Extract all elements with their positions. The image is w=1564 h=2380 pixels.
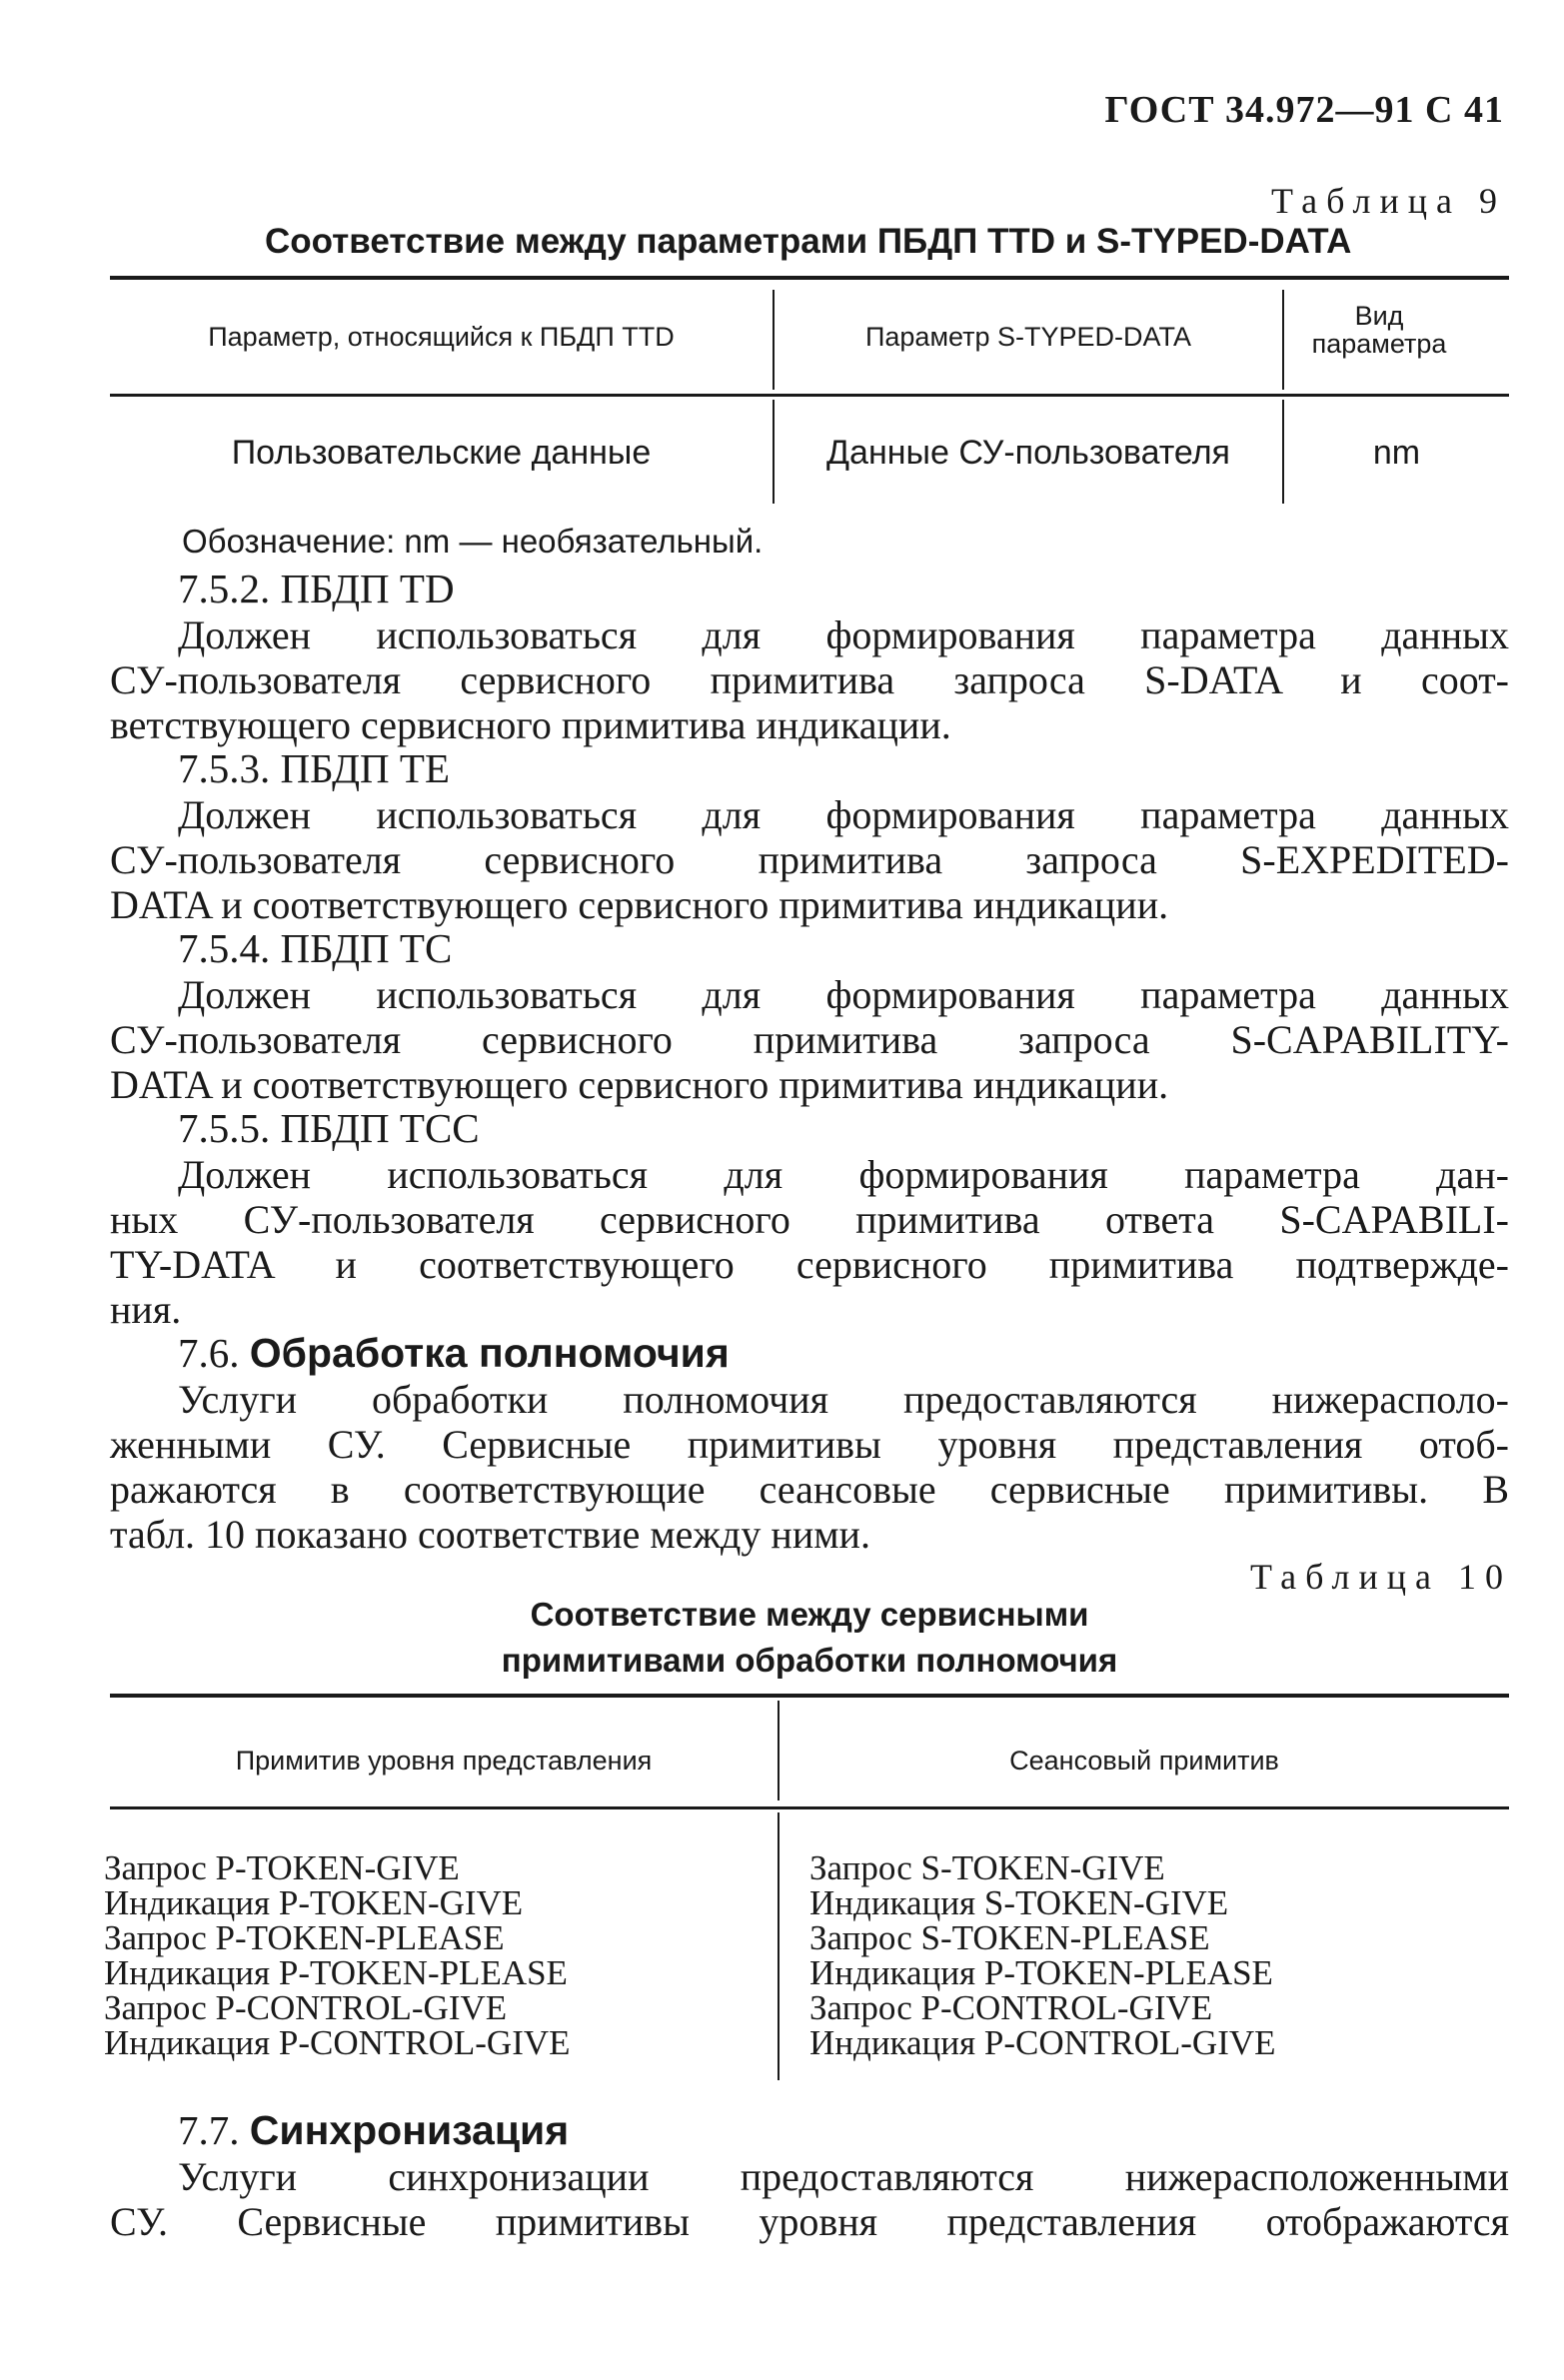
table-10-session-primitives — [809, 1850, 1276, 2060]
table-9-cell-1: Пользовательские данные — [231, 434, 652, 472]
table-10-title-line-2: примитивами обработки полномочия — [501, 1642, 1118, 1679]
section-7-6-heading — [178, 1329, 730, 1377]
table-10-header-col-1: Примитив уровня представления — [235, 1746, 653, 1776]
paragraph-line: СУ. Сервисные примитивы уровня представления отображаются — [110, 2199, 1509, 2244]
list-item: Индикация P-CONTROL-GIVE — [809, 2023, 1276, 2062]
table-9-top-rule — [110, 276, 1509, 280]
paragraph-line: Должен использоваться для формирования параметра данных — [178, 792, 1509, 837]
table-9-cell-2: Данные СУ-пользователя — [826, 434, 1230, 472]
list-item: Индикация P-TOKEN-PLEASE — [809, 1953, 1273, 1992]
list-item: Запрос P-CONTROL-GIVE — [809, 1988, 1213, 2027]
section-7-5-2-text — [110, 612, 1509, 747]
section-number: 7.6. — [178, 1330, 240, 1376]
list-item: Запрос S-TOKEN-PLEASE — [809, 1918, 1210, 1957]
section-number: 7.7. — [178, 2107, 240, 2153]
table-10-title-line-1: Соответствие между сервисными — [530, 1596, 1089, 1633]
table-9-title: Соответствие между параметрами ПБДП TTD и S-TYPED-DATA — [265, 222, 1352, 261]
paragraph-line: ветствующего сервисного примитива индикации. — [110, 702, 951, 747]
table-9-cell-3: nm — [1372, 434, 1421, 472]
paragraph-line: Должен использоваться для формирования параметра дан- — [178, 1152, 1509, 1197]
paragraph-line: табл. 10 показано соответствие между ними. — [110, 1512, 870, 1557]
paragraph-line: СУ-пользователя сервисного примитива запроса S-DATA и соот- — [110, 657, 1509, 702]
section-7-7-text — [110, 2154, 1509, 2244]
section-title: Синхронизация — [249, 2107, 570, 2153]
section-7-5-3-text — [110, 792, 1509, 927]
paragraph-line: Должен использоваться для формирования параметра данных — [178, 972, 1509, 1017]
table-9-note: Обозначение: nm — необязательный. — [182, 523, 764, 560]
list-item: Индикация P-CONTROL-GIVE — [104, 2023, 571, 2062]
table-9-col-divider-2 — [1282, 290, 1284, 390]
section-7-5-4-text — [110, 972, 1509, 1107]
list-item: Запрос P-TOKEN-PLEASE — [104, 1918, 505, 1957]
table-10-label: Таблица 10 — [1250, 1557, 1512, 1597]
table-10-col-divider-b — [778, 1812, 780, 2080]
list-item: Запрос S-TOKEN-GIVE — [809, 1848, 1165, 1887]
table-9-header-col-2: Параметр S-TYPED-DATA — [864, 322, 1192, 352]
list-item: Запрос P-CONTROL-GIVE — [104, 1988, 508, 2027]
paragraph-line: СУ-пользователя сервисного примитива запроса S-CAPABILITY- — [110, 1017, 1509, 1062]
table-9-header-rule — [110, 394, 1509, 397]
table-10-header-col-2: Сеансовый примитив — [1009, 1746, 1279, 1776]
paragraph-line: Услуги обработки полномочия предоставляются нижерасполо- — [178, 1377, 1509, 1422]
paragraph-line: Должен использоваться для формирования параметра данных — [178, 612, 1509, 657]
table-9-header-col-1: Параметр, относящийся к ПБДП TTD — [208, 322, 675, 352]
paragraph-line: ных СУ-пользователя сервисного примитива ответа S-CAPABILI- — [110, 1197, 1509, 1242]
paragraph-line: женными СУ. Сервисные примитивы уровня представления отоб- — [110, 1422, 1509, 1467]
section-7-5-5-text — [110, 1152, 1509, 1332]
list-item: Индикация S-TOKEN-GIVE — [809, 1883, 1229, 1922]
section-7-6-text — [110, 1377, 1509, 1557]
paragraph-line: ражаются в соответствующие сеансовые сервисные примитивы. В — [110, 1467, 1509, 1512]
section-7-7-heading — [178, 2106, 569, 2154]
paragraph-line: TY-DATA и соответствующего сервисного примитива подтвержде- — [110, 1242, 1509, 1287]
list-item: Запрос P-TOKEN-GIVE — [104, 1848, 460, 1887]
paragraph-line: ния. — [110, 1287, 182, 1332]
table-9-label: Таблица 9 — [1271, 181, 1506, 221]
table-10-presentation-primitives — [104, 1850, 571, 2060]
section-7-5-3-heading: 7.5.3. ПБДП ТЕ — [178, 745, 451, 791]
section-title: Обработка полномочия — [249, 1330, 730, 1376]
page-header: ГОСТ 34.972—91 С 41 — [1104, 89, 1504, 131]
section-7-5-4-heading: 7.5.4. ПБДП ТС — [178, 925, 453, 971]
list-item: Индикация P-TOKEN-PLEASE — [104, 1953, 568, 1992]
paragraph-line: DATA и соответствующего сервисного примитива индикации. — [110, 882, 1169, 927]
list-item: Индикация P-TOKEN-GIVE — [104, 1883, 524, 1922]
paragraph-line: СУ-пользователя сервисного примитива запроса S-EXPEDITED- — [110, 837, 1509, 882]
table-10-top-rule — [110, 1694, 1509, 1698]
paragraph-line: DATA и соответствующего сервисного примитива индикации. — [110, 1062, 1169, 1107]
section-7-5-2-heading: 7.5.2. ПБДП TD — [178, 566, 455, 611]
paragraph-line: Услуги синхронизации предоставляются нижерасположенными — [178, 2154, 1509, 2199]
section-7-5-5-heading: 7.5.5. ПБДП ТСС — [178, 1105, 480, 1151]
table-9-header-col-3: Вид параметра — [1311, 301, 1447, 359]
table-10-header-rule — [110, 1806, 1509, 1809]
